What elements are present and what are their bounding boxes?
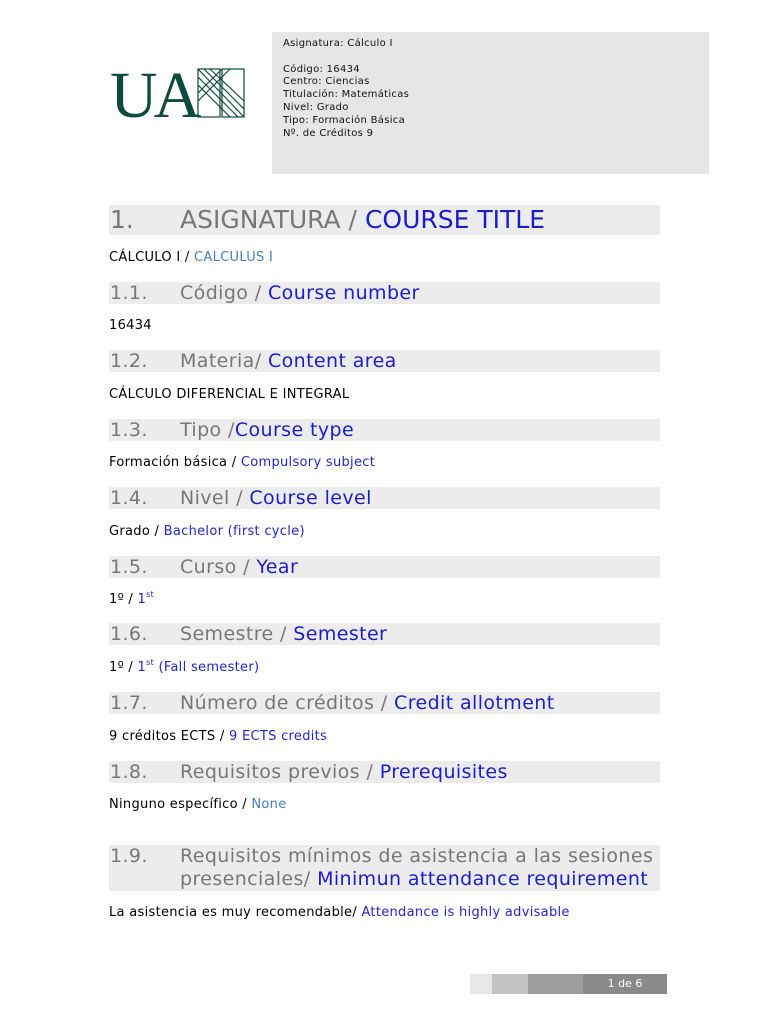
section-label-en: Content area bbox=[267, 350, 397, 372]
course-info-box bbox=[272, 32, 709, 174]
value-en: Bachelor (first cycle) bbox=[163, 524, 305, 539]
course-title-value bbox=[109, 250, 273, 266]
logo-m-mark bbox=[198, 69, 244, 117]
year-value bbox=[109, 592, 154, 608]
prerequisites-value bbox=[109, 797, 287, 813]
section-heading-credit-allotment bbox=[109, 692, 660, 714]
course-number-value: 16434 bbox=[109, 318, 152, 333]
section-number: 1.7. bbox=[110, 692, 148, 714]
section-label-es: Código / bbox=[180, 282, 268, 304]
section-number: 1.2. bbox=[110, 350, 148, 372]
section-label-en: Year bbox=[256, 556, 299, 578]
section-heading-course-type bbox=[109, 419, 660, 441]
section-heading-semester bbox=[109, 623, 660, 645]
value-es: CÁLCULO I / bbox=[109, 250, 195, 265]
value-en: 1 bbox=[137, 660, 147, 675]
section-label-es: Materia/ bbox=[180, 350, 268, 372]
value-es: La asistencia es muy recomendable/ bbox=[109, 905, 362, 920]
section-label-es: Curso / bbox=[180, 556, 257, 578]
uam-logo bbox=[110, 63, 250, 121]
section-heading-content-area bbox=[109, 350, 660, 372]
section-label-es: ASIGNATURA / bbox=[180, 205, 365, 234]
value-en: Compulsory subject bbox=[240, 455, 376, 470]
attendance-value bbox=[109, 905, 570, 921]
value-en: Attendance is highly advisable bbox=[361, 905, 570, 920]
info-creditos: Nº. de Créditos 9 bbox=[283, 127, 374, 139]
value-sup: st bbox=[146, 590, 155, 599]
section-label-en: Semester bbox=[293, 623, 388, 645]
page-number: 1 de 6 bbox=[583, 974, 667, 994]
value-en-after: (Fall semester) bbox=[154, 660, 260, 675]
section-number: 1.1. bbox=[110, 282, 148, 304]
section-label-en: Prerequisites bbox=[379, 761, 508, 783]
course-type-value bbox=[109, 455, 375, 471]
section-label-en: Minimun attendance requirement bbox=[317, 868, 649, 890]
value-es: 1º / bbox=[109, 660, 138, 675]
section-heading-course-title bbox=[109, 205, 660, 235]
info-codigo: Código: 16434 bbox=[283, 63, 360, 75]
info-tipo: Tipo: Formación Básica bbox=[283, 114, 406, 126]
section-number: 1.5. bbox=[110, 556, 148, 578]
section-label-es: Número de créditos / bbox=[180, 692, 395, 714]
value-es: Formación básica / bbox=[109, 455, 241, 470]
footer-shade-1 bbox=[470, 974, 492, 994]
footer-shade-3 bbox=[528, 974, 583, 994]
info-centro: Centro: Ciencias bbox=[283, 76, 370, 88]
section-number: 1.9. bbox=[110, 845, 148, 867]
value-en: 1 bbox=[137, 592, 147, 607]
value-es: Grado / bbox=[109, 524, 164, 539]
section-label-en: Course number bbox=[268, 282, 420, 304]
section-heading-prerequisites bbox=[109, 761, 660, 783]
semester-value bbox=[109, 660, 259, 676]
course-level-value bbox=[109, 524, 305, 540]
section-number: 1. bbox=[110, 205, 134, 234]
info-asignatura: Asignatura: Cálculo I bbox=[283, 38, 393, 49]
section-label-en: Credit allotment bbox=[394, 692, 555, 714]
section-label-es: Semestre / bbox=[180, 623, 294, 645]
section-label-en: Course type bbox=[234, 419, 355, 441]
info-nivel: Nivel: Grado bbox=[283, 101, 349, 113]
section-label-es: Tipo / bbox=[180, 419, 235, 441]
value-es: 1º / bbox=[109, 592, 138, 607]
svg-text:UA: UA bbox=[110, 63, 198, 121]
section-number: 1.8. bbox=[110, 761, 148, 783]
value-es: 9 créditos ECTS / bbox=[109, 729, 229, 744]
info-titulacion: Titulación: Matemáticas bbox=[283, 89, 410, 101]
section-label-es: Requisitos previos / bbox=[180, 761, 380, 783]
section-label-en: COURSE TITLE bbox=[364, 205, 545, 234]
section-number: 1.4. bbox=[110, 487, 148, 509]
credits-value bbox=[109, 729, 327, 745]
section-heading-attendance bbox=[109, 845, 660, 891]
value-en: CALCULUS I bbox=[194, 250, 274, 265]
value-en: 9 ECTS credits bbox=[228, 729, 328, 744]
section-label-en: Course level bbox=[249, 487, 372, 509]
value-es: Ninguno específico / bbox=[109, 797, 252, 812]
footer-shade-2 bbox=[492, 974, 528, 994]
value-sup: st bbox=[146, 658, 155, 667]
section-label-es: Nivel / bbox=[180, 487, 250, 509]
content-area-value: CÁLCULO DIFERENCIAL E INTEGRAL bbox=[109, 387, 350, 402]
value-en: None bbox=[251, 797, 287, 812]
section-heading-course-number bbox=[109, 282, 660, 304]
section-heading-course-level bbox=[109, 487, 660, 509]
section-number: 1.6. bbox=[110, 623, 148, 645]
section-heading-year bbox=[109, 556, 660, 578]
section-number: 1.3. bbox=[110, 419, 148, 441]
section-label-es: Requisitos mínimos de asistencia a las sesiones presenciales/ bbox=[180, 845, 654, 890]
